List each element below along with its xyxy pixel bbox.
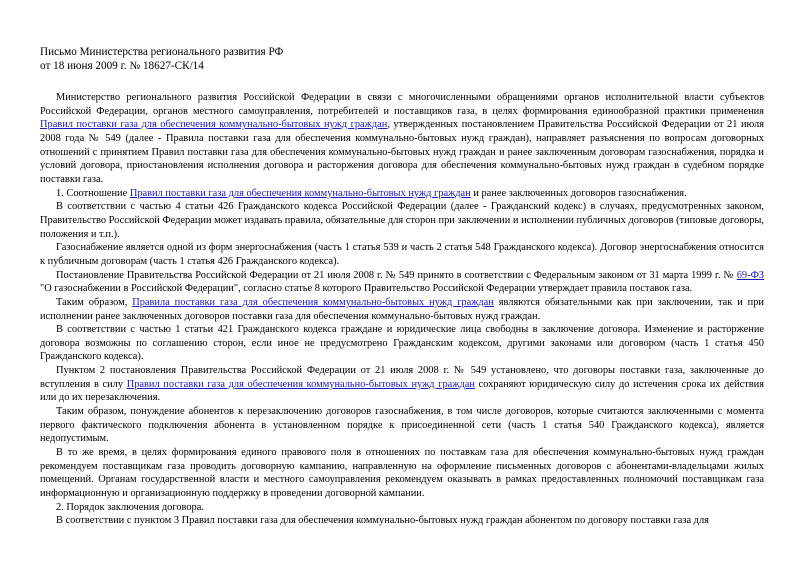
paragraph-text: Постановление Правительства Российской Федерации от 21 июля 2008 г. № 549 принято в соответствии с Федеральным законом от 31 марта 1999 г. № — [56, 269, 737, 281]
paragraph — [40, 241, 764, 268]
paragraph-text: 2. Порядок заключения договора. — [56, 501, 204, 513]
paragraph-text: "О газоснабжении в Российской Федерации", согласно статье 8 которого Правительство Российской Федерации утверждает правила поставок газа. — [40, 283, 693, 295]
paragraph-text: , утвержденных постановлением Правительства Российской Федерации от 21 июля 2008 года № 549 (далее - Правила поставки газа для обеспечения коммунально-бытовых нужд граждан), направляет разъяснения по вопросам договорных отношений с принятием Правил поставки газа для обеспечения коммунально-бытовых нужд граждан и ранее заключенным договорам газоснабжения, порядка и условий договора, приостановления исполнения договора и расторжения договора для обеспечения коммунально-бытовых нужд граждан в судебном порядке поставки газа. — [40, 119, 764, 185]
paragraph-text: и ранее заключенных договоров газоснабжения. — [470, 187, 687, 199]
paragraph — [40, 200, 764, 241]
document-link[interactable]: Правил поставки газа для обеспечения коммунально-бытовых нужд граждан — [129, 187, 471, 199]
document-body — [40, 91, 764, 528]
document-link[interactable]: Правил поставки газа для обеспечения коммунально-бытовых нужд граждан — [40, 119, 388, 131]
paragraph — [40, 364, 764, 405]
paragraph — [40, 269, 764, 296]
paragraph-text: В соответствии с частью 1 статьи 421 Гражданского кодекса граждане и юридические лица свободны в заключение договора. Изменение и расторжение договора возможны по соглашению сторон, если иное не предусмотрено Гражданским кодексом, другими законами или договором (часть 1 статья 450 Гражданского кодекса). — [40, 324, 764, 363]
paragraph — [40, 296, 764, 323]
document-link[interactable]: Правил поставки газа для обеспечения коммунально-бытовых нужд граждан — [126, 378, 475, 390]
paragraph — [40, 446, 764, 501]
paragraph-text: В соответствии с частью 4 статьи 426 Гражданского кодекса Российской Федерации (далее - Гражданский кодекс) в случаях, предусмотренных законом, Правительство Российской Федерации может издавать правила, обязательные для сторон при заключении и исполнении публичных договоров (типовые договоры, положения и т.п.). — [40, 201, 764, 240]
paragraph-text: Газоснабжение является одной из форм энергоснабжения (часть 1 статья 539 и часть 2 статья 548 Гражданского кодекса). Договор энергоснабжения относится к публичным договорам (часть 1 статья 426 Гражданского кодекса). — [40, 242, 764, 267]
paragraph-text: являются обязательными как при заключении, так и при исполнении ранее заключенных договоров поставки газа для обеспечения коммунально-бытовых нужд граждан. — [40, 296, 764, 322]
document-header — [40, 46, 283, 73]
paragraph — [40, 91, 764, 187]
paragraph-text: Пунктом 2 постановления Правительства Российской Федерации от 21 июля 2008 г. № 549 установлено, что договоры поставки газа, заключенные до вступления в силу — [40, 365, 764, 390]
paragraph — [40, 514, 764, 528]
paragraph-text: Таким образом, понуждение абонентов к перезаключению договоров газоснабжения, в том числе договоров, которые считаются заключенными с момента первого фактического подключения абонента в установленном порядке к присоединенной сети (часть 1 статья 540 Гражданского кодекса), является недопустимым. — [40, 406, 764, 445]
document-date-number: от 18 июня 2009 г. № 18627-СК/14 — [40, 59, 204, 72]
paragraph-text: Таким образом, — [56, 296, 133, 308]
paragraph-text: 1. Соотношение — [56, 187, 130, 199]
document-link[interactable]: Правила поставки газа для обеспечения коммунально-бытовых нужд граждан — [132, 296, 494, 308]
paragraph-text: Министерство регионального развития Российской Федерации в связи с многочисленными обращениями органов исполнительной власти субъектов Российской Федерации, органов местного самоуправления, потребителей и поставщиков газа, в целях формирования единообразной практики применения — [40, 92, 764, 117]
document-title: Письмо Министерства регионального развития РФ — [40, 46, 284, 58]
paragraph — [40, 323, 764, 364]
paragraph-text: В соответствии с пунктом 3 Правил поставки газа для обеспечения коммунально-бытовых нужд граждан абонентом по договору поставки газа для — [56, 515, 709, 527]
paragraph — [40, 187, 764, 201]
paragraph — [40, 405, 764, 446]
paragraph-text: сохраняют юридическую силу до истечения срока их действия или до их перезаключения. — [40, 378, 764, 404]
paragraph-text: В то же время, в целях формирования единого правового поля в отношениях по поставкам газа для обеспечения коммунально-бытовых нужд граждан рекомендуем поставщикам газа проводить договорную кампанию, направленную на оформление письменных договоров с абонентами-владельцами жилых помещений. Органам государственной власти и местного самоуправления рекомендуем оказывать в рамках предоставленных полномочий поставщикам газа информационную и организационную поддержку в проведении договорной кампании. — [40, 447, 764, 500]
paragraph — [40, 501, 764, 515]
document-link[interactable]: 69-ФЗ — [736, 269, 764, 281]
